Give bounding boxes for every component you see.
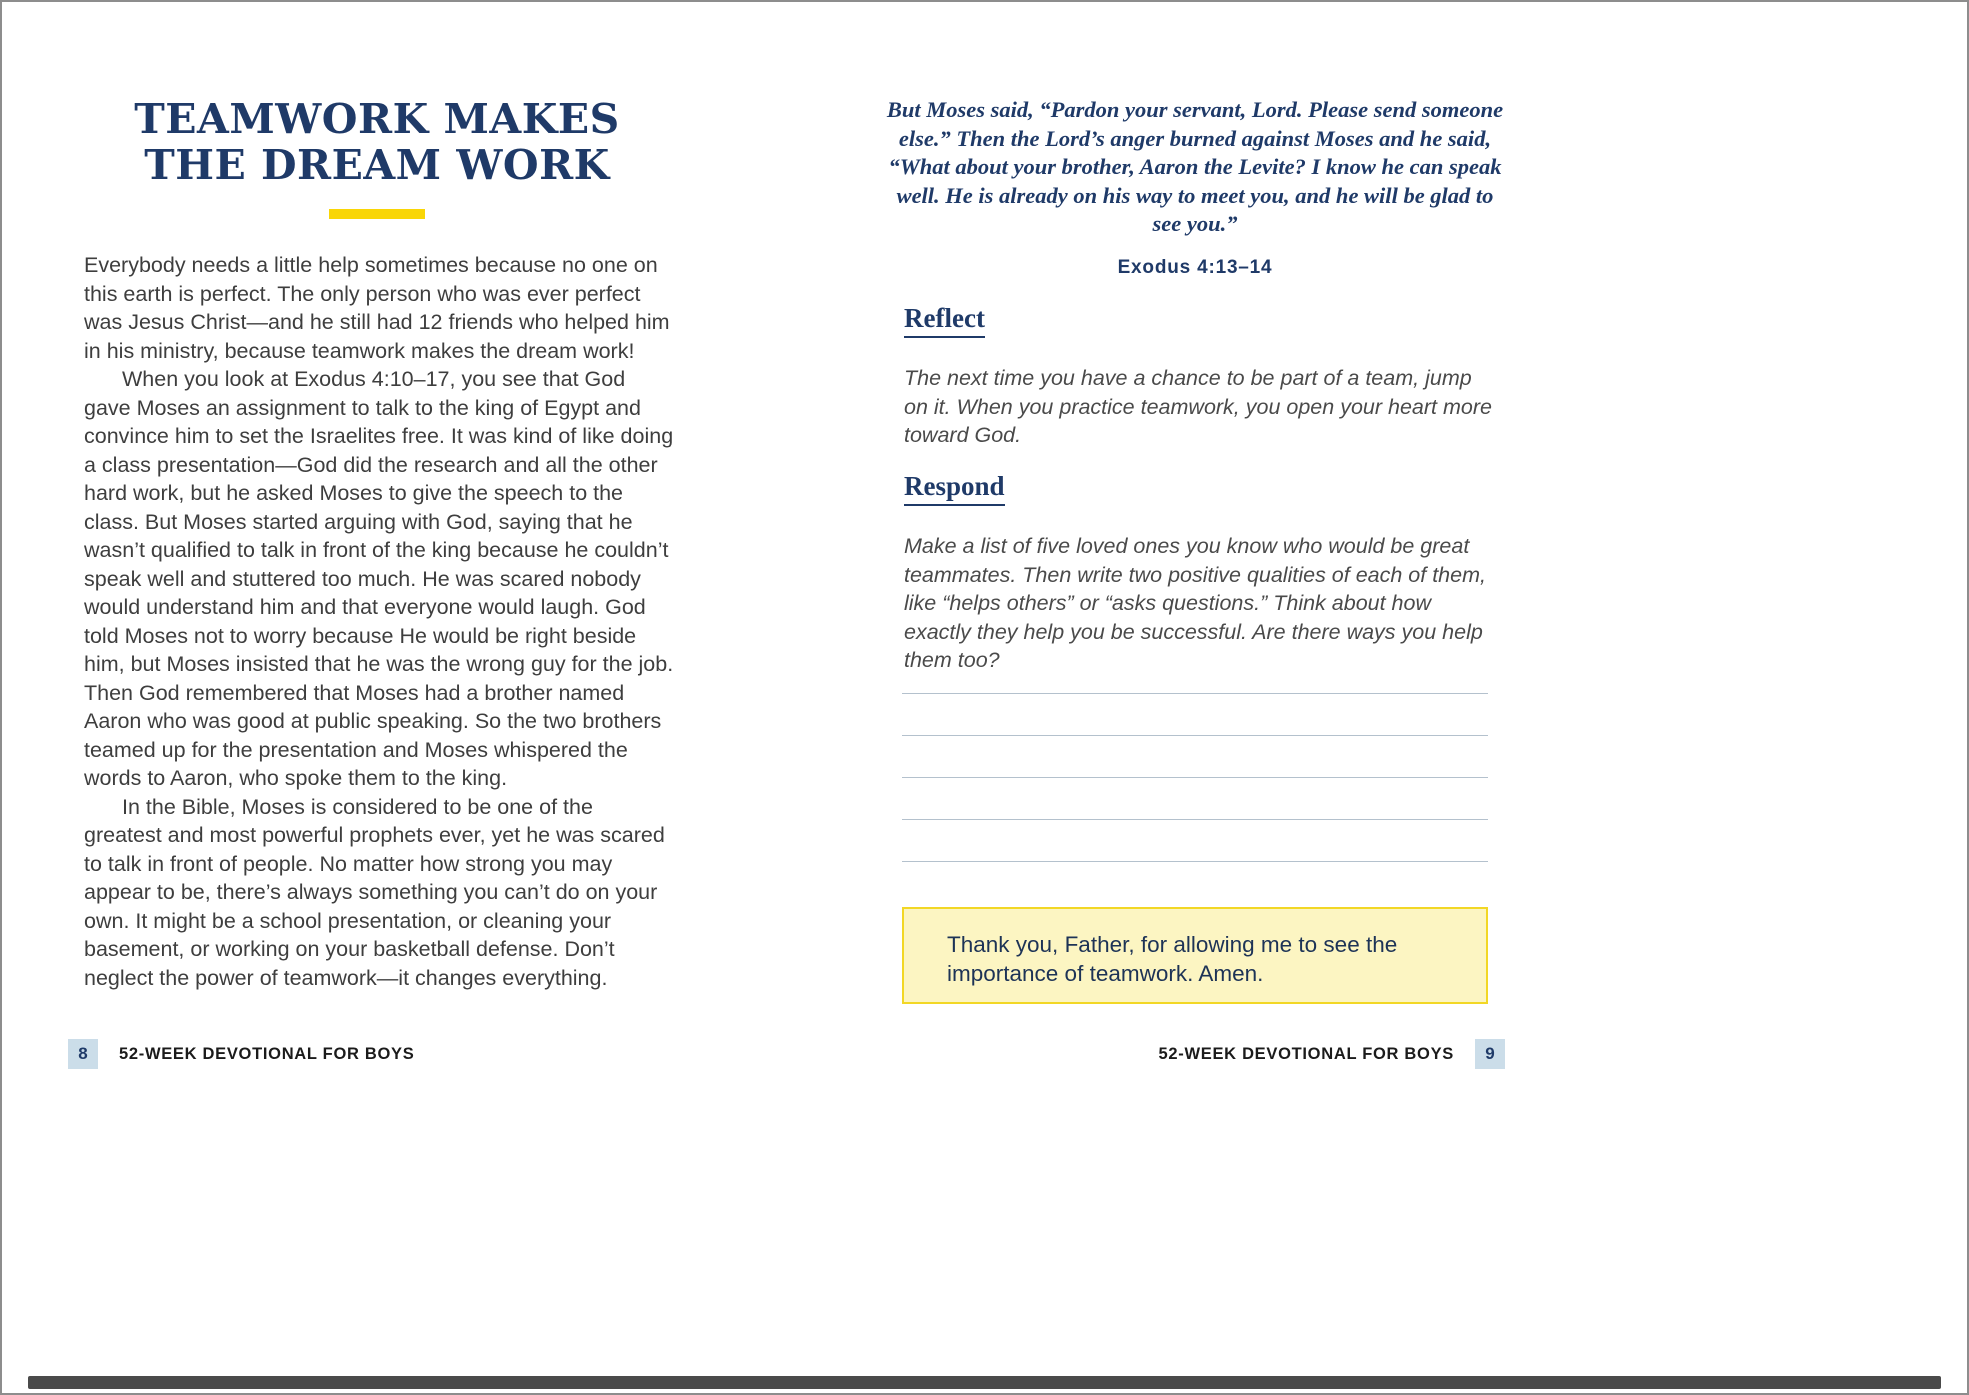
chapter-title-line-2: THE DREAM WORK	[144, 141, 610, 189]
page-number-badge: 8	[68, 1039, 98, 1069]
page-number-badge: 9	[1475, 1039, 1505, 1069]
writing-lines	[902, 652, 1488, 862]
scripture-reference: Exodus 4:13–14	[1117, 257, 1273, 278]
respond-body: Make a list of five loved ones you know who would be great teammates. Then write two positive qualities of each of them, like “helps others” or “asks questions.” Think about how exactly they help you be successful. Are there ways you help them too?	[904, 534, 1486, 672]
left-page-footer	[68, 1039, 414, 1069]
title-divider	[329, 209, 425, 219]
writing-line	[902, 694, 1488, 736]
scripture-quote: But Moses said, “Pardon your servant, Lord. Please send someone else.” Then the Lord’s anger burned against Moses and he said, “What about your brother, Aaron the Levite? I know he can speak well. He is already on his way to meet you, and he will be glad to see you.”	[886, 97, 1504, 236]
book-title-label: 52-WEEK DEVOTIONAL FOR BOYS	[1158, 1044, 1454, 1063]
respond-heading-text: Respond	[904, 471, 1005, 506]
reflect-body: The next time you have a chance to be part of a team, jump on it. When you practice teamwork, you open your heart more toward God.	[904, 366, 1492, 447]
chapter-title	[84, 96, 670, 188]
writing-line	[902, 820, 1488, 862]
chapter-title-line-1: TEAMWORK MAKES	[134, 95, 620, 143]
reflect-heading	[904, 303, 985, 338]
reflect-heading-text: Reflect	[904, 303, 985, 338]
body-paragraph: When you look at Exodus 4:10–17, you see that God gave Moses an assignment to talk to the king of Egypt and convince him to set the Israelites free. It was kind of like doing a class presentation—God did the research and all the other hard work, but he asked Moses to give the speech to the class. But Moses started arguing with God, saying that he wasn’t qualified to talk in front of the king because he couldn’t speak well and stuttered too much. He was scared nobody would understand him and that everyone would laugh. God told Moses not to worry because He would be right beside him, but Moses insisted that he was the wrong guy for the job. Then God remembered that Moses had a brother named Aaron who was good at public speaking. So the two brothers teamed up for the presentation and Moses whispered the words to Aaron, who spoke them to the king.	[84, 367, 674, 790]
writing-line	[902, 778, 1488, 820]
prayer-text: Thank you, Father, for allowing me to see the importance of teamwork. Amen.	[947, 932, 1398, 986]
book-bottom-edge	[28, 1376, 1941, 1389]
right-page-footer	[904, 1039, 1505, 1069]
body-paragraph: Everybody needs a little help sometimes because no one on this earth is perfect. The only person who was ever perfect was Jesus Christ—and he still had 12 friends who helped him in his ministry, because teamwork makes the dream work!	[84, 253, 670, 363]
body-paragraph: In the Bible, Moses is considered to be one of the greatest and most powerful prophets ever, yet he was scared to talk in front of people. No matter how strong you may appear to be, there’s always something you can’t do on your own. It might be a school presentation, or cleaning your basement, or working on your basketball defense. Don’t neglect the power of teamwork—it changes everything.	[84, 794, 665, 990]
book-title-label: 52-WEEK DEVOTIONAL FOR BOYS	[119, 1044, 415, 1063]
chapter-body	[84, 251, 674, 992]
writing-line	[902, 736, 1488, 778]
writing-line	[902, 652, 1488, 694]
prayer-box	[902, 907, 1488, 1004]
respond-heading	[904, 471, 1005, 506]
